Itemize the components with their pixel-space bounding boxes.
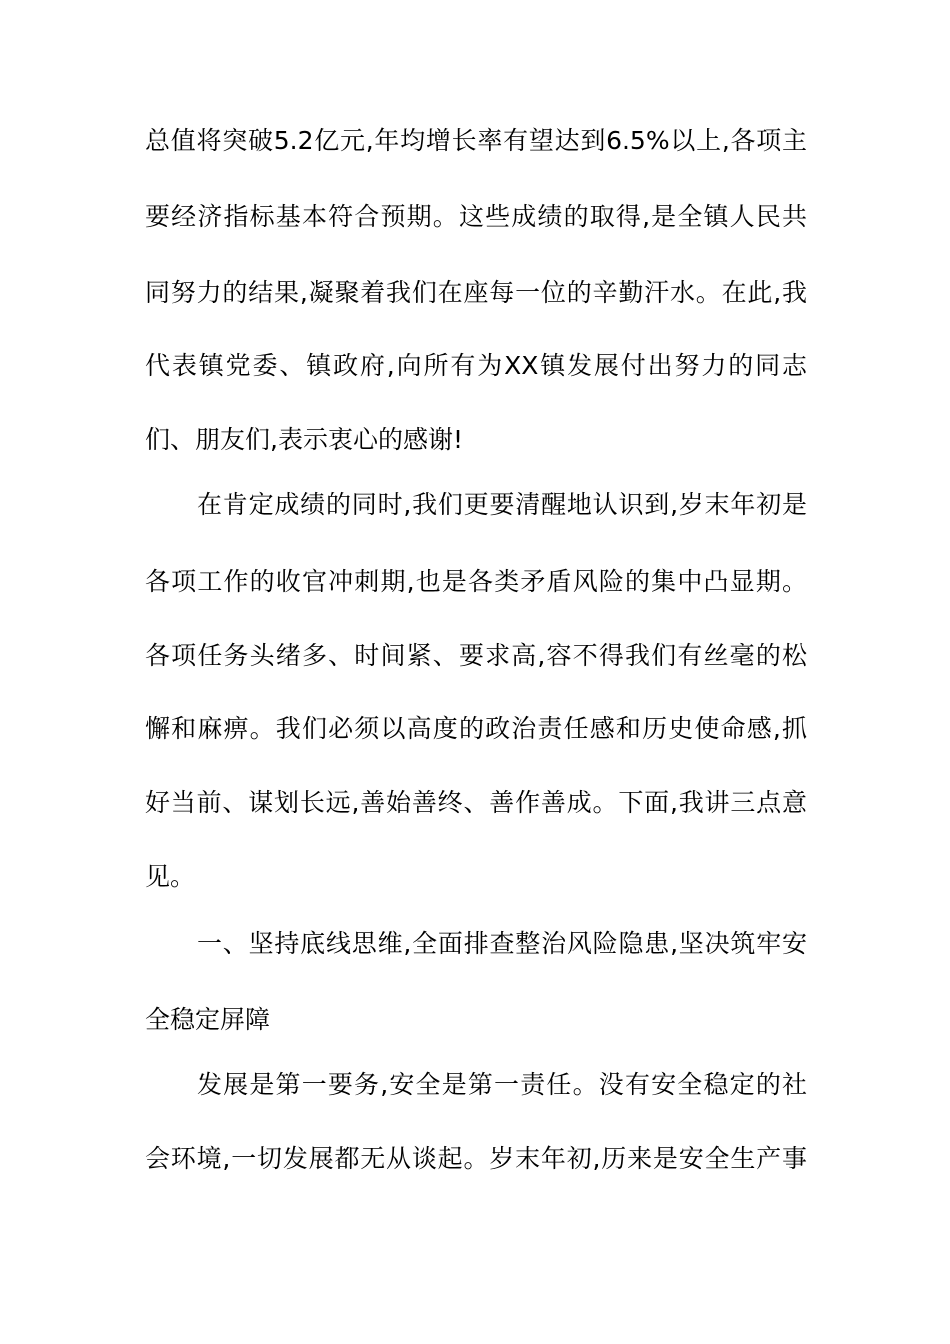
- text-line-5: 们、朋友们,表示衷心的感谢!: [145, 425, 463, 454]
- text-line-7: 各项工作的收官冲刺期,也是各类矛盾风险的集中凸显期。: [145, 567, 807, 596]
- text-line-8: 各项任务头绪多、时间紧、要求高,容不得我们有丝毫的松: [145, 641, 807, 670]
- text-line-1: 总值将突破5.2亿元,年均增长率有望达到6.5%以上,各项主: [145, 126, 807, 155]
- text-line-2: 要经济指标基本符合预期。这些成绩的取得,是全镇人民共: [145, 202, 807, 231]
- text-line-6: 在肯定成绩的同时,我们更要清醒地认识到,岁末年初是: [197, 490, 807, 519]
- heading-line-1: 一、坚持底线思维,全面排查整治风险隐患,坚决筑牢安: [197, 929, 807, 958]
- text-line-12: 发展是第一要务,安全是第一责任。没有安全稳定的社: [197, 1070, 807, 1099]
- text-line-4: 代表镇党委、镇政府,向所有为XX镇发展付出努力的同志: [145, 351, 807, 380]
- text-line-3: 同努力的结果,凝聚着我们在座每一位的辛勤汗水。在此,我: [145, 278, 807, 307]
- text-line-13: 会环境,一切发展都无从谈起。岁末年初,历来是安全生产事: [145, 1144, 807, 1173]
- text-line-10: 好当前、谋划长远,善始善终、善作善成。下面,我讲三点意: [145, 788, 807, 817]
- text-line-9: 懈和麻痹。我们必须以高度的政治责任感和历史使命感,抓: [145, 714, 807, 743]
- heading-line-2: 全稳定屏障: [145, 1005, 271, 1034]
- text-line-11: 见。: [145, 862, 196, 891]
